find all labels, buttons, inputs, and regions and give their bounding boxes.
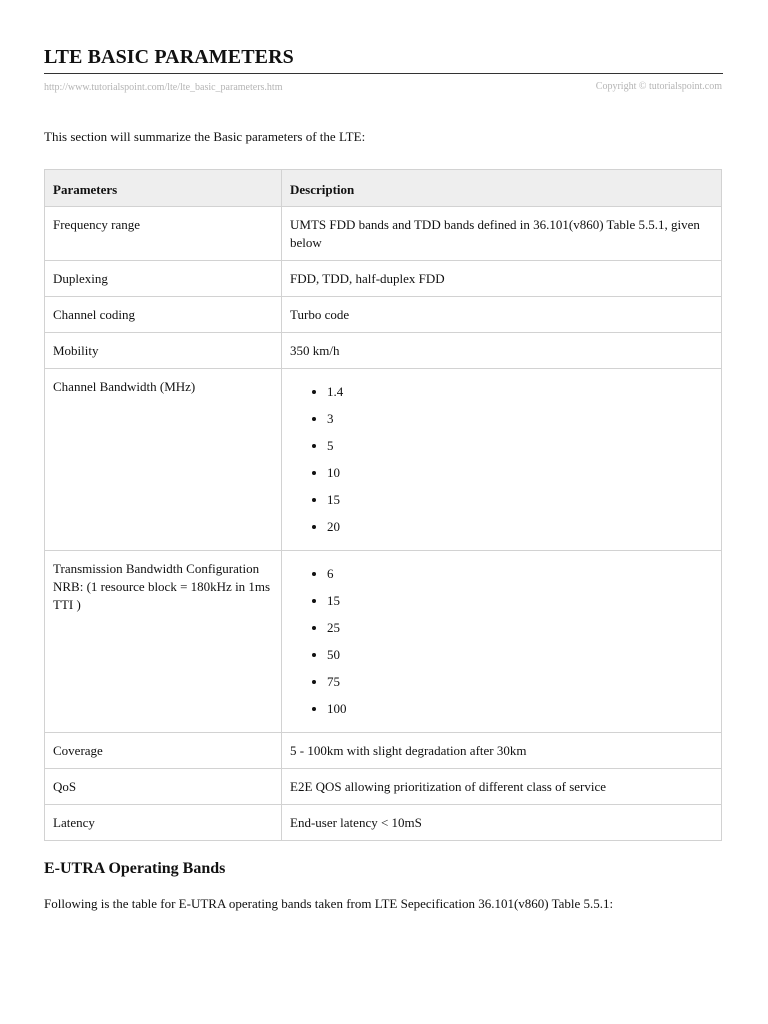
description-cell: E2E QOS allowing prioritization of different class of service (282, 769, 722, 805)
table-row (45, 769, 722, 805)
title-divider (44, 73, 723, 74)
list-item: • 3 (327, 410, 713, 428)
description-cell: Turbo code (282, 297, 722, 333)
table-row (45, 261, 722, 297)
table-row (45, 805, 722, 841)
param-cell: Channel Bandwidth (MHz) (45, 369, 282, 551)
param-cell: Transmission Bandwidth Configuration NRB: (1 resource block = 180kHz in 1ms TTI ) (45, 551, 282, 733)
table-row (45, 369, 722, 551)
list-item: • 25 (327, 619, 713, 637)
list-item: • 75 (327, 673, 713, 691)
description-cell: UMTS FDD bands and TDD bands defined in 36.101(v860) Table 5.5.1, given below (282, 207, 722, 261)
param-cell: Frequency range (45, 207, 282, 261)
description-cell: 350 km/h (282, 333, 722, 369)
list-item: • 5 (327, 437, 713, 455)
param-cell: Latency (45, 805, 282, 841)
param-cell: Mobility (45, 333, 282, 369)
page-title: LTE BASIC PARAMETERS (44, 46, 294, 68)
list-item: • 1.4 (327, 383, 713, 401)
list-item: • 10 (327, 464, 713, 482)
description-cell: FDD, TDD, half-duplex FDD (282, 261, 722, 297)
section-heading: E-UTRA Operating Bands (44, 860, 226, 877)
description-cell (282, 551, 722, 733)
list-item: • 100 (327, 700, 713, 718)
table-row (45, 733, 722, 769)
description-cell: End-user latency < 10mS (282, 805, 722, 841)
parameters-table (44, 169, 722, 841)
source-url: http://www.tutorialspoint.com/lte/lte_basic_parameters.htm (44, 82, 283, 93)
list-item: • 15 (327, 592, 713, 610)
table-row (45, 207, 722, 261)
table-header-row (45, 170, 722, 207)
table-row (45, 551, 722, 733)
column-header-description: Description (282, 170, 722, 207)
list-item: • 15 (327, 491, 713, 509)
column-header-parameters: Parameters (45, 170, 282, 207)
list-item: • 50 (327, 646, 713, 664)
section-paragraph: Following is the table for E-UTRA operating bands taken from LTE Sepecification 36.101(v860) Table 5.5.1: (44, 896, 614, 911)
bandwidth-list (290, 383, 713, 536)
list-item: • 20 (327, 518, 713, 536)
copyright-notice: Copyright © tutorialspoint.com (595, 81, 722, 92)
nrb-list (290, 565, 713, 718)
table-row (45, 333, 722, 369)
param-cell: Duplexing (45, 261, 282, 297)
intro-paragraph: This section will summarize the Basic parameters of the LTE: (44, 129, 366, 144)
param-cell: Coverage (45, 733, 282, 769)
description-cell (282, 369, 722, 551)
table-row (45, 297, 722, 333)
description-cell: 5 - 100km with slight degradation after 30km (282, 733, 722, 769)
param-cell: Channel coding (45, 297, 282, 333)
param-cell: QoS (45, 769, 282, 805)
list-item: • 6 (327, 565, 713, 583)
